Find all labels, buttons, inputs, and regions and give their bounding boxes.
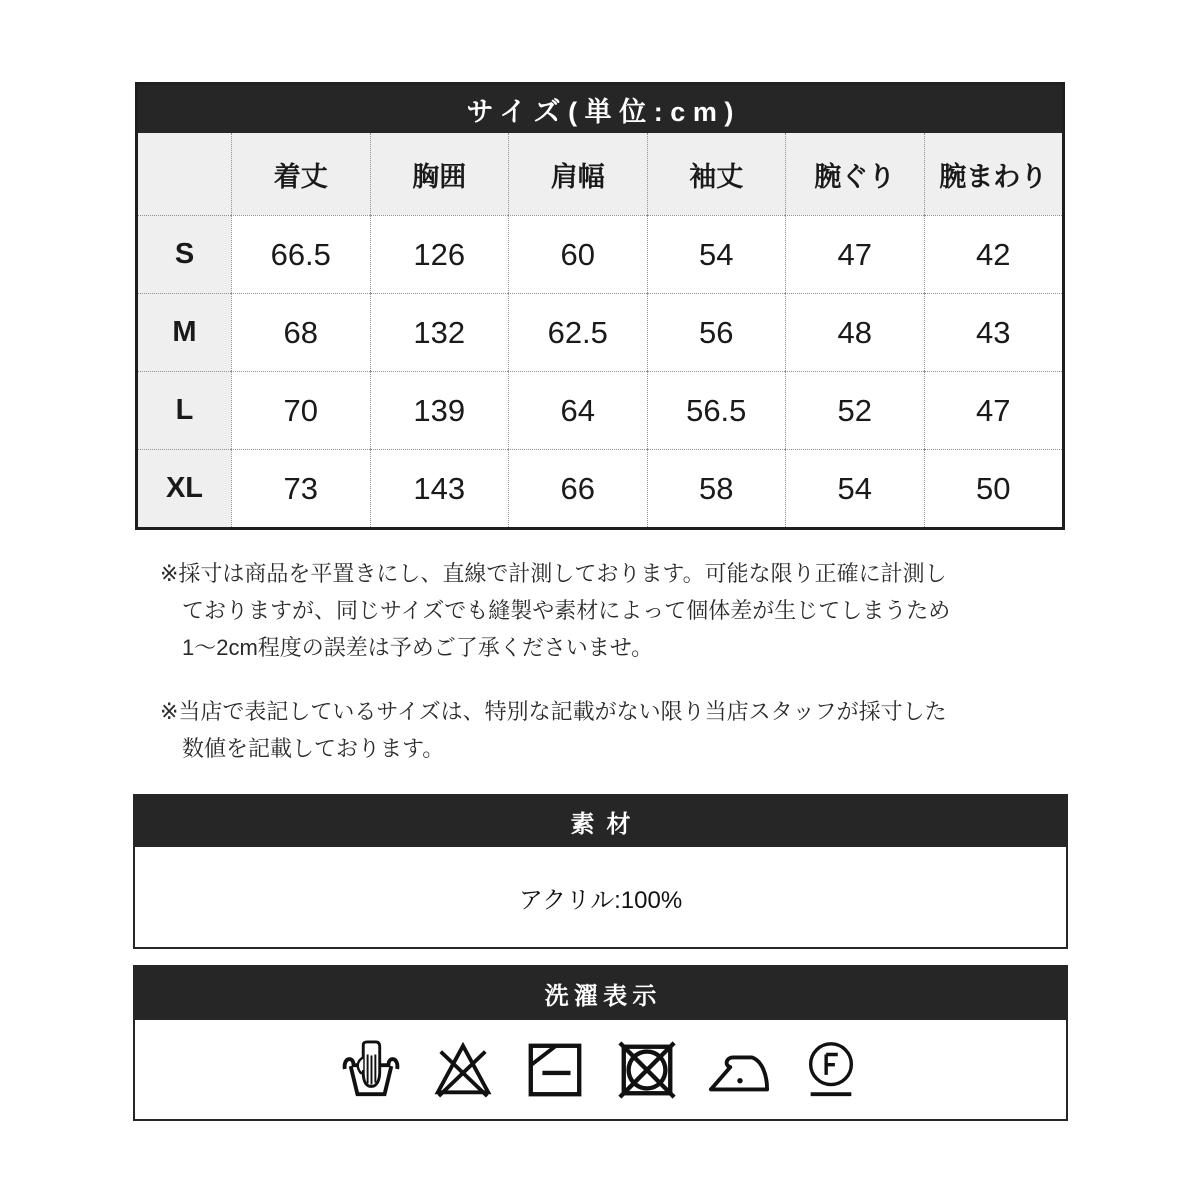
size-value: 139 xyxy=(370,371,509,449)
column-header: 腕まわり xyxy=(924,133,1063,215)
size-value: 62.5 xyxy=(508,293,647,371)
size-value: 58 xyxy=(647,449,786,527)
iron-low-heat-icon xyxy=(708,1039,770,1101)
material-content: アクリル:100% xyxy=(518,886,683,914)
size-value: 54 xyxy=(647,215,786,293)
size-value: 43 xyxy=(924,293,1063,371)
size-label: S xyxy=(138,215,231,293)
size-label: M xyxy=(138,293,231,371)
size-value: 66 xyxy=(508,449,647,527)
size-value: 66.5 xyxy=(231,215,370,293)
size-value: 56 xyxy=(647,293,786,371)
corner-cell xyxy=(138,133,231,215)
size-value: 52 xyxy=(785,371,924,449)
note-line: ※当店で表記しているサイズは、特別な記載がない限り当店スタッフが採寸した xyxy=(160,699,947,724)
size-grid xyxy=(138,133,1062,527)
size-value: 54 xyxy=(785,449,924,527)
note-line: 1〜2cm程度の誤差は予めご了承くださいませ。 xyxy=(182,635,654,660)
note-measurement xyxy=(160,555,1000,666)
do-not-bleach-icon xyxy=(432,1039,494,1101)
size-value: 50 xyxy=(924,449,1063,527)
size-value: 70 xyxy=(231,371,370,449)
dry-clean-F-icon xyxy=(800,1039,862,1101)
size-value: 143 xyxy=(370,449,509,527)
size-chart-title: サイズ(単位:cm) xyxy=(138,85,1062,133)
size-value: 73 xyxy=(231,449,370,527)
size-value: 68 xyxy=(231,293,370,371)
column-header: 胸囲 xyxy=(370,133,509,215)
column-header: 袖丈 xyxy=(647,133,786,215)
size-value: 60 xyxy=(508,215,647,293)
size-label: L xyxy=(138,371,231,449)
note-store-sizing xyxy=(160,693,1000,767)
size-value: 47 xyxy=(785,215,924,293)
size-value: 48 xyxy=(785,293,924,371)
note-line: ておりますが、同じサイズでも縫製や素材によって個体差が生じてしまうため xyxy=(182,598,951,623)
laundry-title: 洗濯表示 xyxy=(135,967,1066,1020)
size-value: 132 xyxy=(370,293,509,371)
material-section xyxy=(133,794,1068,949)
note-line: ※採寸は商品を平置きにし、直線で計測しております。可能な限り正確に計測し xyxy=(160,561,947,586)
do-not-tumble-dry-icon xyxy=(616,1039,678,1101)
laundry-section xyxy=(133,965,1068,1121)
size-value: 64 xyxy=(508,371,647,449)
size-value: 42 xyxy=(924,215,1063,293)
material-title: 素材 xyxy=(135,796,1066,847)
column-header: 着丈 xyxy=(231,133,370,215)
size-value: 126 xyxy=(370,215,509,293)
column-header: 腕ぐり xyxy=(785,133,924,215)
column-header: 肩幅 xyxy=(508,133,647,215)
size-value: 47 xyxy=(924,371,1063,449)
size-chart xyxy=(135,82,1065,530)
note-line: 数値を記載しております。 xyxy=(182,736,445,761)
size-value: 56.5 xyxy=(647,371,786,449)
laundry-symbols xyxy=(135,1020,1066,1119)
dry-flat-in-shade-icon xyxy=(524,1039,586,1101)
size-label: XL xyxy=(138,449,231,527)
hand-wash-icon xyxy=(340,1039,402,1101)
